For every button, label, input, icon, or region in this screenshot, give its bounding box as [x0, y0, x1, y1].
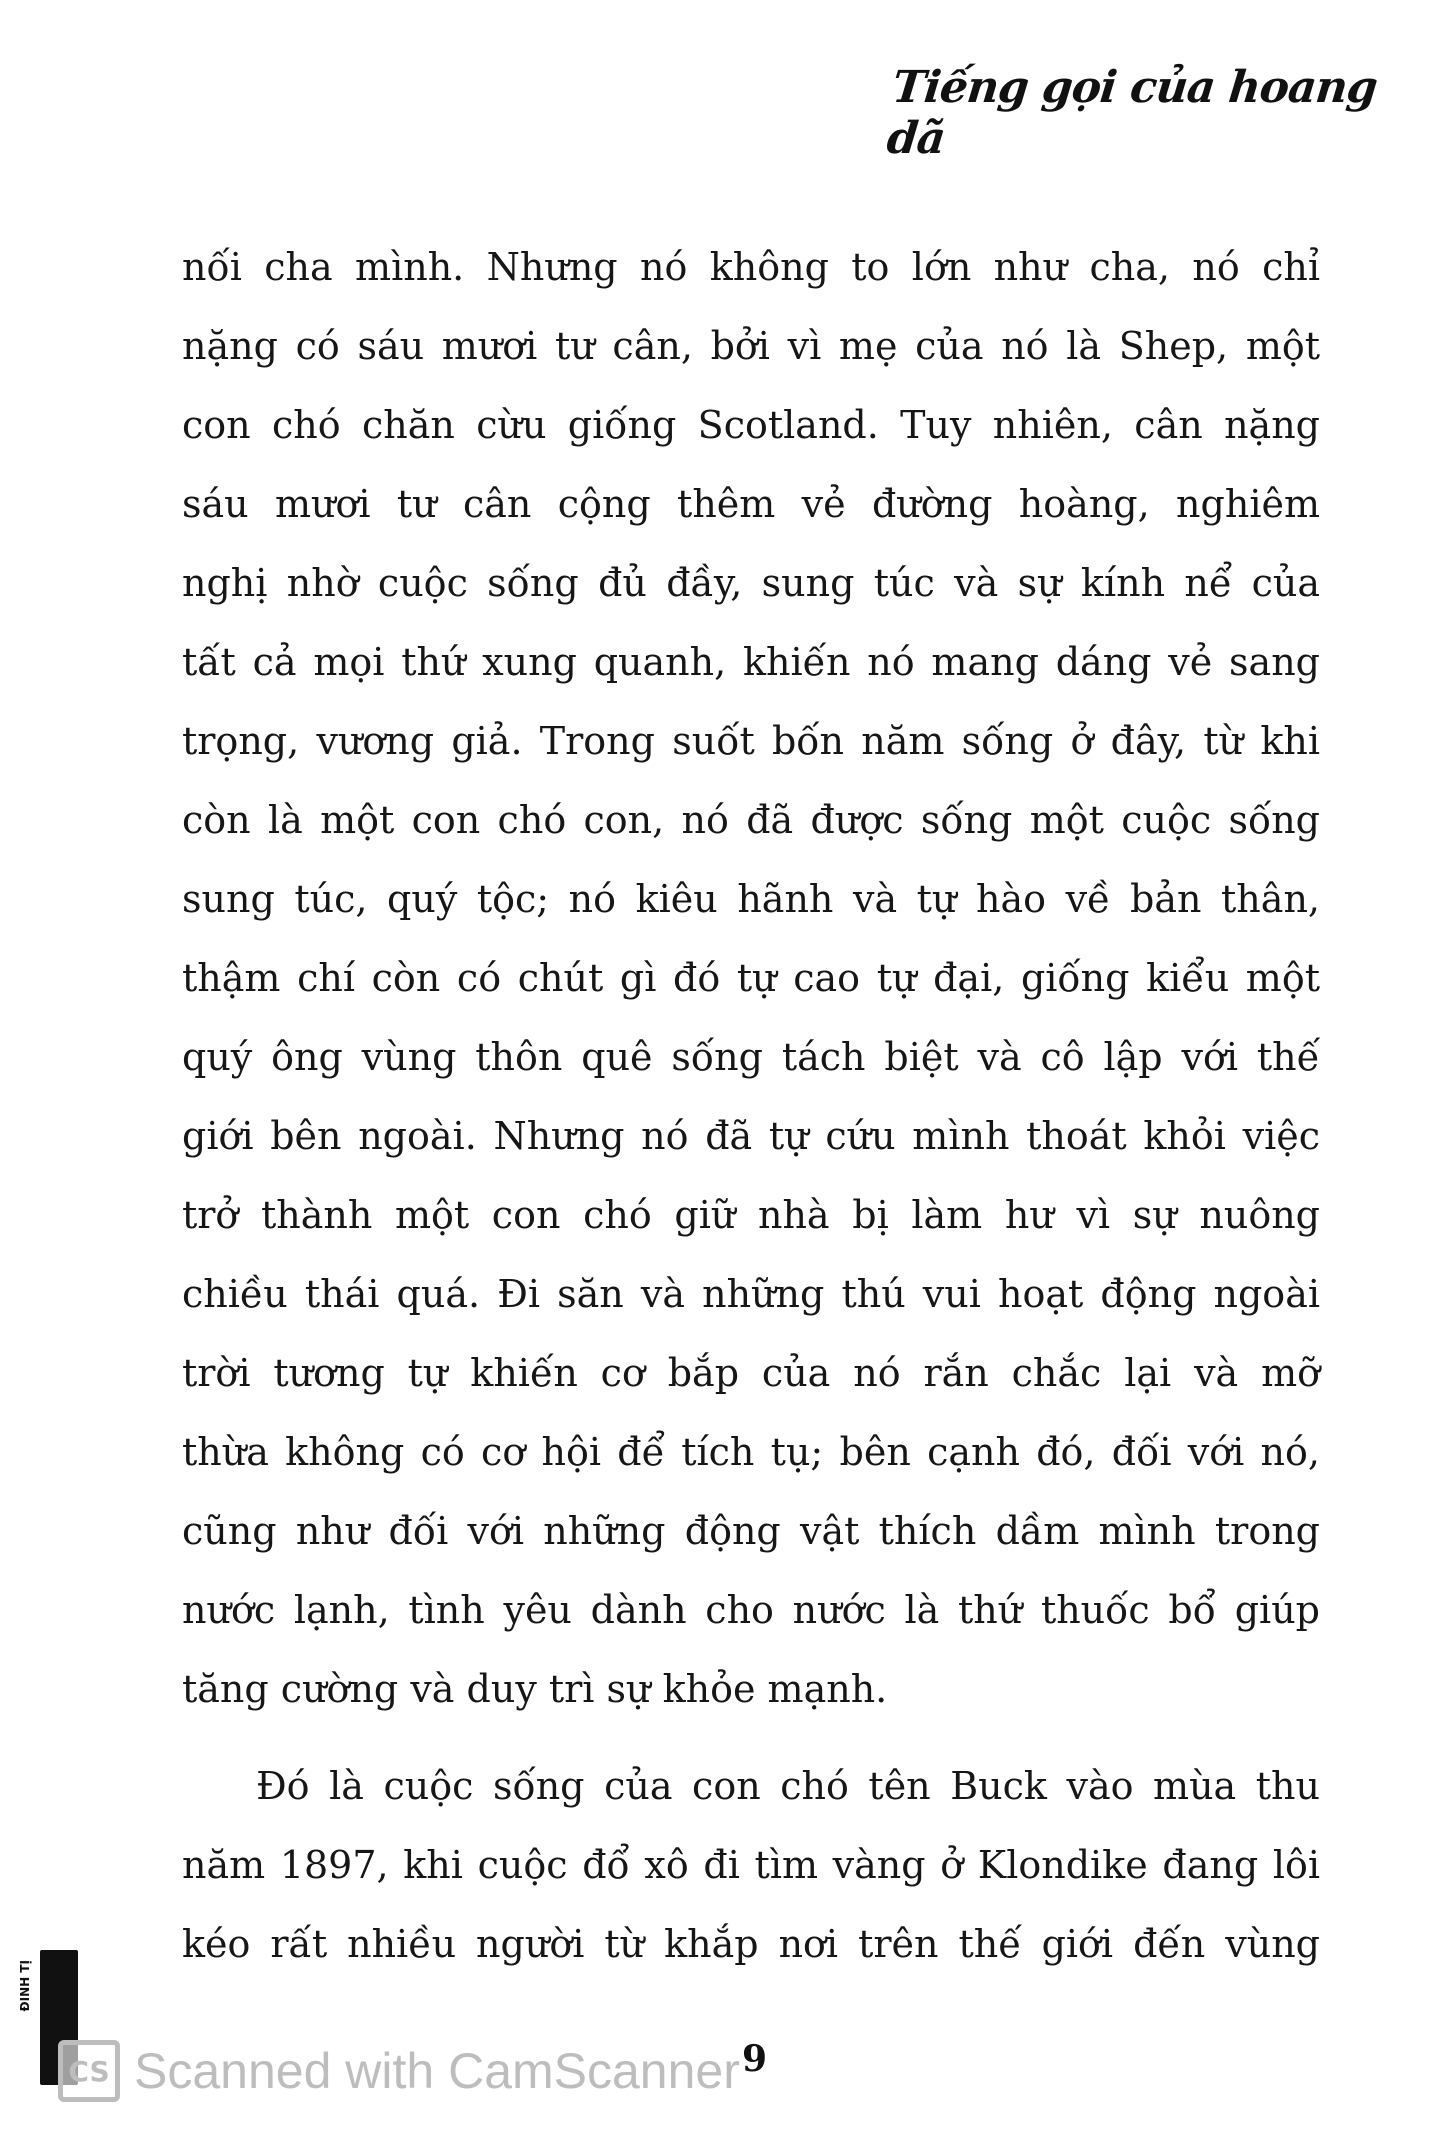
text-line: nặng có sáu mươi tư cân, bởi vì mẹ của nó là Shep, một [182, 324, 1320, 368]
text-line: năm 1897, khi cuộc đổ xô đi tìm vàng ở Klondike đang lôi [182, 1843, 1320, 1887]
text-line: kéo rất nhiều người từ khắp nơi trên thế giới đến vùng [182, 1922, 1320, 1966]
text-line: còn là một con chó con, nó đã được sống một cuộc sống [182, 798, 1320, 842]
running-header-book-title: Tiếng gọi của hoang dã [884, 62, 1380, 164]
text-line: trời tương tự khiến cơ bắp của nó rắn chắc lại và mỡ [182, 1351, 1320, 1395]
text-line: sáu mươi tư cân cộng thêm vẻ đường hoàng, nghiêm [182, 482, 1320, 526]
camscanner-watermark [58, 2040, 740, 2102]
text-line: nối cha mình. Nhưng nó không to lớn như cha, nó chỉ [182, 245, 1320, 289]
paragraph-2 [182, 1747, 1320, 1984]
text-line: Đó là cuộc sống của con chó tên Buck vào mùa thu [256, 1764, 1320, 1808]
text-line: nghị nhờ cuộc sống đủ đầy, sung túc và sự kính nể của [182, 561, 1320, 605]
text-line: chiều thái quá. Đi săn và những thú vui hoạt động ngoài [182, 1272, 1320, 1316]
page-number: 9 [742, 2038, 768, 2080]
text-line: giới bên ngoài. Nhưng nó đã tự cứu mình thoát khỏi việc [182, 1114, 1320, 1158]
paragraph-1 [182, 228, 1320, 1729]
text-line: sung túc, quý tộc; nó kiêu hãnh và tự hào về bản thân, [182, 877, 1320, 921]
text-line: trọng, vương giả. Trong suốt bốn năm sống ở đây, từ khi [182, 719, 1320, 763]
text-line: tăng cường và duy trì sự khỏe mạnh. [182, 1667, 888, 1711]
camscanner-icon: CS [58, 2040, 120, 2102]
watermark-text: Scanned with CamScanner [134, 2043, 740, 2099]
text-line: trở thành một con chó giữ nhà bị làm hư vì sự nuông [182, 1193, 1320, 1237]
text-line: tất cả mọi thứ xung quanh, khiến nó mang dáng vẻ sang [182, 640, 1320, 684]
body-text [182, 228, 1320, 1984]
text-line: nước lạnh, tình yêu dành cho nước là thứ thuốc bổ giúp [182, 1588, 1320, 1632]
text-line: thậm chí còn có chút gì đó tự cao tự đại, giống kiểu một [182, 956, 1320, 1000]
text-line: con chó chăn cừu giống Scotland. Tuy nhiên, cân nặng [182, 403, 1320, 447]
text-line: quý ông vùng thôn quê sống tách biệt và cô lập với thế [182, 1035, 1320, 1079]
publisher-logo-text: ĐINH TỊ [18, 1960, 32, 2012]
text-line: thừa không có cơ hội để tích tụ; bên cạnh đó, đối với nó, [182, 1430, 1320, 1474]
text-line: cũng như đối với những động vật thích dầm mình trong [182, 1509, 1320, 1553]
